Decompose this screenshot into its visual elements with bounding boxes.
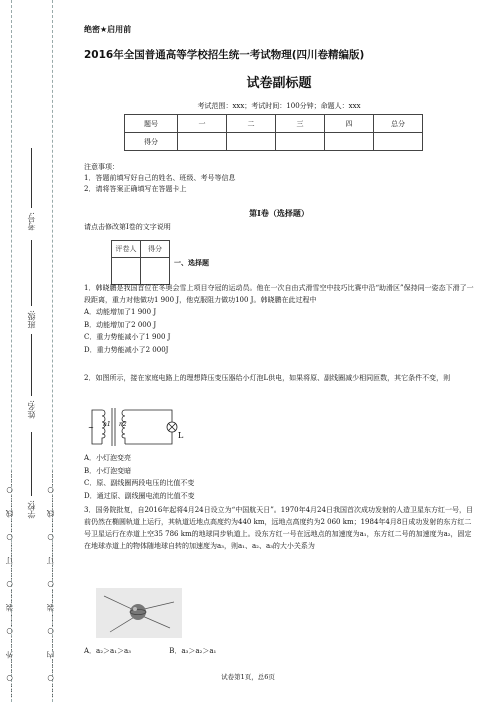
score-header-cell: 三 <box>276 115 325 133</box>
grader-cell[interactable] <box>112 258 141 285</box>
score-row-label: 得分 <box>125 133 178 151</box>
school-field-line[interactable] <box>31 432 32 496</box>
score-table-header-row <box>125 115 423 133</box>
exam-title: 2016年全国普通高等学校招生统一考试物理(四川卷精编版) <box>84 49 365 61</box>
inner-seal-text: ……○……内……○……装……○……订……○……线……○…… <box>46 470 55 698</box>
section1-heading: 一、选择题 <box>174 259 209 267</box>
question-2-option-d[interactable]: D．通过原、副线圈电流的比值不变 <box>84 491 195 500</box>
transformer-diagram <box>88 402 198 452</box>
notes-item: 2．请将答案正确填写在答题卡上 <box>84 185 187 193</box>
score-header-cell: 一 <box>178 115 227 133</box>
exam-no-field-label: 考号: <box>27 212 36 231</box>
score-cell[interactable] <box>374 133 423 151</box>
score-cell[interactable] <box>325 133 374 151</box>
score-header-cell: 四 <box>325 115 374 133</box>
score-cell[interactable] <box>276 133 325 151</box>
question-2-option-b[interactable]: B．小灯泡变暗 <box>84 466 132 475</box>
ac-source-label: ~ <box>88 424 94 432</box>
class-field-line[interactable] <box>31 240 32 306</box>
part1-title: 第I卷（选择题） <box>249 208 309 218</box>
question-1-option-d[interactable]: D．重力势能减小了2 000J <box>84 345 169 354</box>
class-field-label: 班级: <box>27 310 36 329</box>
grader-label: 评卷人 <box>112 241 141 258</box>
grader-box <box>111 240 170 285</box>
secondary-wire-top <box>125 410 172 422</box>
question-3-option-b[interactable]: B．a₃＞a₂＞a₁ <box>169 647 217 655</box>
question-2-option-a[interactable]: A．小灯泡变亮 <box>84 454 132 462</box>
notes-title: 注意事项： <box>84 163 119 171</box>
school-field-label: 学校: <box>27 500 36 519</box>
part1-desc: 请点击修改第I卷的文字说明 <box>84 223 171 231</box>
score-cell[interactable] <box>227 133 276 151</box>
question-2-stem: 2．如图所示，接在家庭电路上的理想降压变压器给小灯泡L供电，如果将原、副线圈减少相同匝数，其它条件不变，则 <box>84 374 451 382</box>
score-header-cell: 二 <box>227 115 276 133</box>
name-field-label: 姓名: <box>27 400 36 419</box>
question-3-option-a[interactable]: A．a₂＞a₁＞a₃ <box>84 647 131 655</box>
score-cell[interactable] <box>178 133 227 151</box>
page-footer: 试卷第1页，总6页 <box>221 673 275 681</box>
notes-item: 1．答题前填写好自己的姓名、班级、考号等信息 <box>84 174 236 182</box>
satellite-photo <box>96 588 182 638</box>
score-table <box>124 114 423 151</box>
question-2-options <box>84 452 476 502</box>
exam-paper <box>84 24 474 232</box>
outer-seal-text: ……○……外……○……装……○……订……○……线……○…… <box>5 470 14 698</box>
exam-meta: 考试范围：xxx；考试时间：100分钟；命题人：xxx <box>197 102 361 110</box>
grader-score-cell[interactable] <box>141 258 170 285</box>
primary-turns-label: n1 <box>103 421 111 428</box>
exam-no-field-line[interactable] <box>31 148 32 208</box>
lamp-label: L <box>178 431 184 440</box>
binding-gutter <box>0 0 58 702</box>
grader-score-label: 得分 <box>141 241 170 258</box>
secondary-turns-label: n2 <box>119 421 127 428</box>
name-field-line[interactable] <box>31 334 32 396</box>
question-2 <box>84 372 476 384</box>
question-1-option-b[interactable]: B．动能增加了2 000 J <box>84 320 157 329</box>
exam-subtitle: 试卷副标题 <box>246 76 312 91</box>
grader-table <box>111 240 170 285</box>
score-header-cell: 总分 <box>374 115 423 133</box>
question-3-options <box>84 645 476 658</box>
question-1-option-a[interactable]: A．动能增加了1 900 J <box>84 308 157 316</box>
score-header-cell: 题号 <box>125 115 178 133</box>
question-3 <box>84 504 476 552</box>
question-3-stem: 3．国务院批复，自2016年起将4月24日设立为“中国航天日”。1970年4月24日我国首次成功发射的人造卫星东方红一号，目前仍然在椭圆轨道上运行，其轨道近地点高度约为440 km，远地点高度约为2 060 km；1984年4月8日成功发射的东方红二号卫星运行在赤道上空35 786 km的地球同步轨道上。设东方红一号在远地点的加速度为a₁，东方红二号的加速度为a₂，固定在地球赤道上的物体随地球自转的加速度为a₃，则a₁、a₂、a₃的大小关系为 <box>84 506 473 550</box>
question-1 <box>84 282 476 356</box>
notes <box>84 162 474 195</box>
score-table-score-row <box>125 133 423 151</box>
secondary-wire-bottom <box>125 432 172 444</box>
question-1-option-c[interactable]: C．重力势能减小了1 900 J <box>84 333 171 341</box>
question-1-stem: 1．韩晓鹏是我国首位在冬奥会雪上项目夺冠的运动员。他在一次自由式滑雪空中技巧比赛中沿“助滑区”保持同一姿态下滑了一段距离，重力对他做功1 900 J，他克服阻力做功100 J。韩晓鹏在此过程中 <box>84 284 474 304</box>
question-2-option-c[interactable]: C．原、副线圈两段电压的比值不变 <box>84 479 195 487</box>
secret-mark: 绝密★启用前 <box>84 25 132 34</box>
